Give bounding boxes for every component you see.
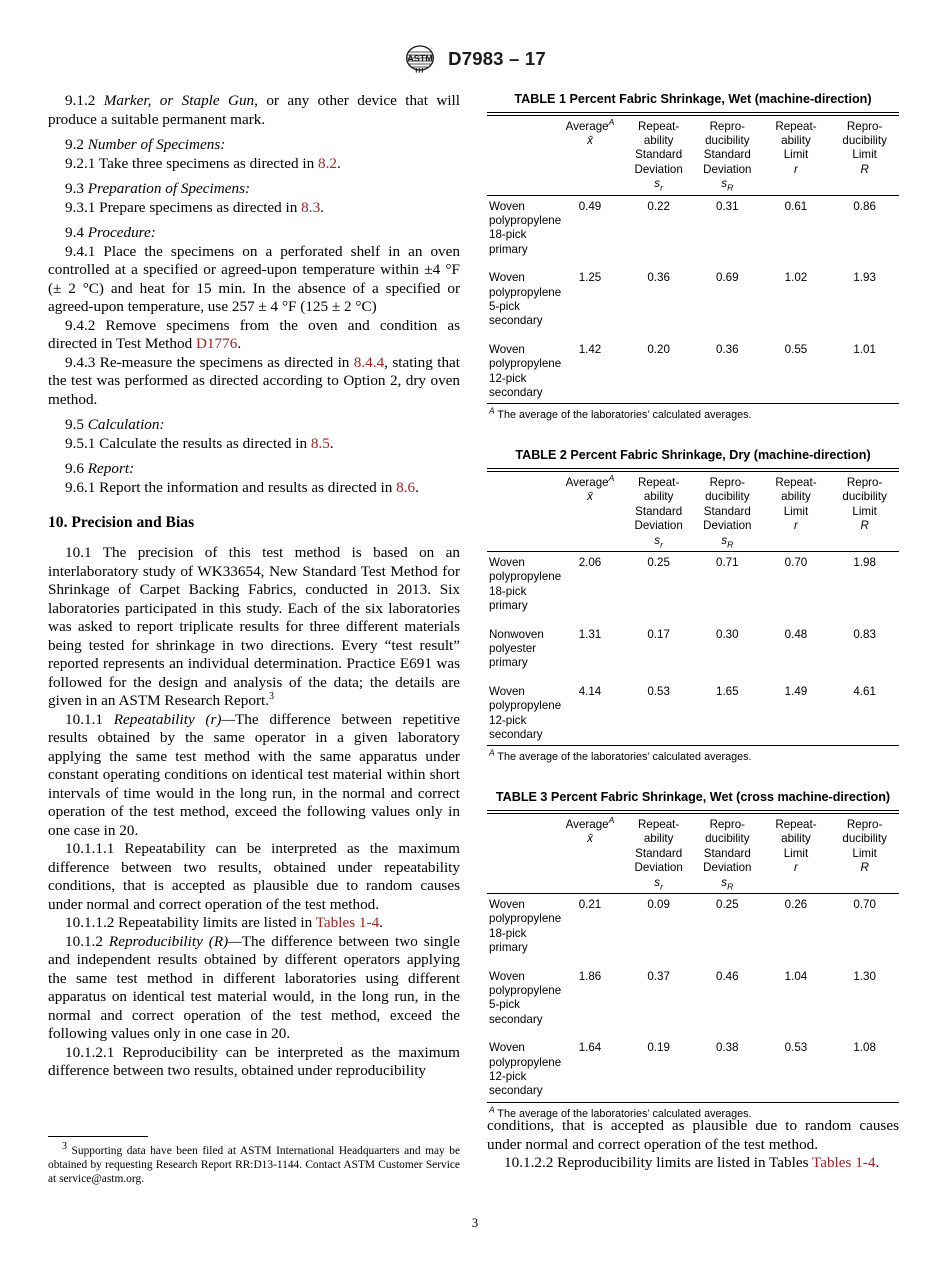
cell-value: 0.21 [578, 897, 602, 911]
cell-value: 0.61 [784, 199, 808, 213]
footnote-3 [48, 1141, 460, 1187]
cell-material [487, 195, 562, 257]
link-d1776[interactable]: D1776 [195, 335, 238, 352]
footnote-divider [48, 1136, 148, 1137]
cell-value: 1.42 [578, 342, 602, 356]
paragraph-9-3-1 [48, 199, 460, 218]
clause-body-end: . [329, 434, 334, 452]
table-header-row [487, 115, 899, 192]
table-2-body [487, 551, 899, 742]
header-reproducibility-sd: Repro- ducibility Standard Deviation $s_R$ [703, 119, 752, 193]
clause-title: Repeatability (r)— [113, 710, 235, 728]
cell-value: 0.30 [716, 627, 739, 641]
material-line: Woven [489, 342, 525, 356]
paragraph-10-1-2-1 [48, 1044, 460, 1081]
row-spacer [487, 1027, 899, 1037]
cell-value: 1.98 [853, 555, 876, 569]
link-8-5[interactable]: 8.5 [310, 434, 330, 452]
clause-body: Prepare specimens as directed in [95, 198, 302, 216]
clause-number: 9.4.1 [65, 242, 96, 260]
clause-number: 10.1.1 [65, 710, 103, 728]
table-row [487, 267, 899, 329]
link-8-2[interactable]: 8.2 [317, 154, 337, 172]
cell-value: 0.25 [716, 897, 739, 911]
cell-value: 0.26 [784, 897, 808, 911]
clause-number: 9.2 [65, 136, 84, 153]
header-reproducibility-sd: Repro- ducibility Standard Deviation $s_R$ [703, 475, 752, 549]
cell-value: 0.49 [578, 199, 602, 213]
cell-value: 0.46 [716, 969, 739, 983]
heading-9-5 [48, 416, 460, 435]
paragraph-10-1-2-2 [487, 1154, 899, 1173]
clause-body: The precision of this test method is based on an interlaboratory study of WK33654, New Standard Test Method for Shrinkage of Carpet Backing Fabrics, conducted in 2013. Six laboratories participated in this study. Each of the six laboratories was asked to report triplicate results for three different materials being tested for shrinkage in two directions. Every “test result” reported represents an individual determination. Practice E691 was followed for the design and analysis of the data; the details are given in an ASTM Research Report. [48, 544, 460, 709]
cell-value: 0.19 [647, 1041, 670, 1055]
material-line: polypropylene [489, 570, 562, 584]
cell-material [487, 966, 562, 1028]
clause-body: Re-measure the specimens as directed in [95, 353, 354, 371]
table-row [487, 339, 899, 401]
material-line: 12-pick [489, 1070, 527, 1083]
cell-value: 0.36 [716, 342, 739, 356]
table-row [487, 624, 899, 671]
cell-value: 1.64 [578, 1041, 602, 1055]
page-number: 3 [471, 1216, 479, 1230]
clause-number: 9.5.1 [65, 434, 96, 452]
material-line: polypropylene [489, 699, 562, 713]
paragraph-9-6-1 [48, 479, 460, 498]
material-line: polypropylene [489, 983, 562, 997]
header-reproducibility-limit: Repro- ducibility Limit R [842, 119, 887, 176]
table-2-note: $^A$ The average of the laboratories’ calculated averages. [489, 747, 752, 764]
header-reproducibility-limit: Repro- ducibility Limit R [842, 817, 887, 875]
cell-value: 1.02 [784, 271, 808, 285]
table-1-title: TABLE 1 Percent Fabric Shrinkage, Wet (machine-direction) [514, 92, 872, 106]
page-header [0, 44, 950, 74]
table-2-block [487, 448, 899, 764]
cell-value: 0.17 [647, 627, 670, 641]
table-3 [487, 810, 899, 1103]
clause-body: Take three specimens as directed in [95, 154, 318, 172]
svg-text:ASTM: ASTM [407, 53, 433, 64]
cell-value: 4.61 [853, 684, 876, 698]
header-repeatability-limit: Repeat- ability Limit r [775, 475, 817, 533]
cell-value: 0.22 [647, 199, 670, 213]
clause-number: 10.1.2 [65, 932, 103, 950]
cell-material [487, 339, 562, 401]
clause-number: 10.1.2.2 [504, 1154, 554, 1171]
cell-value: 1.08 [853, 1041, 876, 1055]
link-tables-1-4[interactable]: Tables 1-4 [812, 1154, 876, 1171]
cell-value: 0.31 [716, 199, 739, 213]
cell-value: 1.86 [578, 969, 602, 983]
material-line: polypropylene [489, 357, 562, 371]
header-average: Average$^A$ x̄ [565, 116, 615, 147]
header-repeatability-limit: Repeat- ability Limit r [775, 119, 817, 176]
cell-value: 1.31 [578, 627, 602, 641]
clause-number: 9.6 [65, 460, 84, 477]
material-line: 5-pick [489, 299, 520, 313]
material-line: polypropylene [489, 1055, 562, 1069]
material-line: Woven [489, 969, 525, 983]
table-header-row [487, 813, 899, 890]
table-1-body [487, 195, 899, 400]
paragraph-10-1-1 [48, 711, 460, 841]
header-average: Average$^A$ x̄ [565, 473, 615, 504]
table-row [487, 551, 899, 613]
material-line: 12-pick [489, 371, 527, 385]
header-reproducibility-sd: Repro- ducibility Standard Deviation $s_R$ [703, 817, 752, 891]
cell-value: 0.25 [647, 555, 670, 569]
paragraph-continuation [487, 1117, 899, 1154]
cell-material [487, 893, 562, 955]
paragraph-9-4-3 [48, 354, 460, 410]
header-repeatability-limit: Repeat- ability Limit r [775, 817, 817, 875]
clause-number: 10.1.1.1 [65, 840, 115, 857]
material-line: 18-pick primary [489, 584, 528, 613]
cell-value: 1.04 [784, 969, 808, 983]
paragraph-9-5-1 [48, 435, 460, 454]
clause-body: Remove specimens from the oven and condition as directed in Test Method [48, 316, 460, 352]
clause-number: 9.4 [65, 224, 84, 241]
clause-title: Marker, or Staple Gun, [103, 92, 258, 109]
right-table-column [487, 92, 899, 1121]
row-spacer [487, 956, 899, 966]
cell-value: 1.01 [853, 342, 876, 356]
link-tables-1-4[interactable]: Tables 1-4 [315, 914, 380, 931]
cell-value: 1.49 [784, 684, 808, 698]
clause-body: Repeatability limits are listed in [114, 914, 316, 931]
cell-value: 0.36 [647, 271, 670, 285]
table-1-note: $^A$ The average of the laboratories’ calculated averages. [489, 405, 752, 422]
row-spacer [487, 614, 899, 624]
clause-body: The difference between two single and independent results obtained by different operators applying the same test method in different laboratories using different apparatus on identical test material would, in the long run, in the normal and correct operation of the test method, exceed the following values only in one case in 20. [48, 932, 461, 1042]
cell-value: 0.48 [784, 627, 808, 641]
clause-number: 9.3.1 [65, 198, 96, 216]
astm-logo [404, 44, 438, 74]
table-row [487, 681, 899, 743]
material-line: secondary [489, 1084, 543, 1098]
cell-value: 1.25 [578, 271, 602, 285]
heading-9-4 [48, 224, 460, 243]
cell-material [487, 681, 562, 743]
document-id: D7983 – 17 [448, 48, 546, 69]
material-line: Nonwoven [489, 627, 544, 641]
link-8-6[interactable]: 8.6 [396, 478, 416, 496]
table-3-body [487, 893, 899, 1098]
cell-value: 0.83 [853, 627, 876, 641]
clause-number: 10.1.1.2 [65, 914, 115, 931]
footnote-reference[interactable]: 3 [269, 690, 275, 702]
cell-value: 0.38 [716, 1041, 739, 1055]
cell-value: 1.65 [716, 684, 739, 698]
clause-number: 9.4.2 [65, 316, 96, 334]
clause-number: 10.1.2.1 [65, 1043, 115, 1061]
heading-9-6 [48, 460, 460, 479]
cell-value: 2.06 [578, 555, 602, 569]
clause-body: Reproducibility limits are listed in Tables [553, 1154, 812, 1171]
material-line: polypropylene [489, 912, 562, 926]
table-2-title: TABLE 2 Percent Fabric Shrinkage, Dry (machine-direction) [515, 448, 871, 463]
material-line: polypropylene [489, 213, 562, 227]
table-3-note: $^A$ The average of the laboratories’ calculated averages. [489, 1104, 752, 1120]
clause-body-end: . [379, 914, 383, 931]
header-repeatability-sd: Repeat- ability Standard Deviation $s_r$ [634, 817, 683, 891]
right-text-continuation [487, 1117, 899, 1173]
footnote-marker: 3 [62, 1141, 67, 1153]
material-line: Woven [489, 684, 525, 698]
paragraph-9-4-2 [48, 317, 460, 354]
table-row [487, 195, 899, 257]
clause-body-end: . [875, 1154, 880, 1171]
material-line: polyester [489, 641, 537, 655]
cell-value: 1.30 [853, 969, 876, 983]
section-heading-10: 10. Precision and Bias [48, 514, 195, 531]
cell-material [487, 1037, 562, 1099]
row-spacer [487, 329, 899, 339]
table-3-block [487, 790, 899, 1120]
table-row [487, 1037, 899, 1099]
material-line: 18-pick primary [489, 228, 528, 256]
cell-value: 1.93 [853, 271, 876, 285]
paragraph-10-1 [48, 544, 460, 711]
clause-body: The difference between repetitive results obtained by the same operator in a given laboratory applying the same test method with the same apparatus under constant operating conditions on identical test material within short intervals of time would in the long run, in the normal and correct operation of the test method, exceed the following values only in one case in 20. [48, 710, 461, 839]
material-line: 18-pick primary [489, 926, 528, 955]
cell-value: 0.55 [784, 342, 808, 356]
clause-body: or any other device that will produce a suitable permanent mark. [48, 92, 461, 128]
material-line: 5-pick [489, 998, 520, 1012]
header-material [487, 813, 556, 890]
paragraph-10-1-1-1 [48, 840, 460, 914]
material-line: secondary [489, 314, 543, 328]
material-line: 12-pick [489, 713, 527, 727]
link-8-3[interactable]: 8.3 [301, 198, 321, 216]
clause-body: Report the information and results as directed in [95, 478, 397, 496]
material-line: secondary [489, 386, 543, 399]
cell-material [487, 624, 556, 671]
clause-body: Place the specimens on a perforated shelf in an oven controlled at a specified or agreed-upon temperature within ±4 °F (± 2 °C) and heat for 15 min. In the absence of a specified or agreed-upon temperature, use 257 ± 4 °F (125 ± 2 °C) [48, 242, 460, 315]
paragraph-10-1-2 [48, 933, 460, 1044]
table-3-title: TABLE 3 Percent Fabric Shrinkage, Wet (cross machine-direction) [495, 790, 891, 805]
cell-value: 0.70 [853, 897, 876, 911]
cell-value: 0.09 [647, 897, 670, 911]
cell-value: 0.70 [784, 555, 808, 569]
footnote-block [48, 1136, 460, 1187]
table-row [487, 966, 899, 1028]
material-line: primary [489, 656, 528, 670]
cell-value: 0.53 [784, 1041, 808, 1055]
header-material [487, 115, 556, 192]
clause-body: Repeatability can be interpreted as the maximum difference between two results, obtained under repeatability conditions, that is accepted as plausible due to random causes under normal and correct operation of the test method. [48, 840, 460, 913]
material-line: Woven [489, 897, 525, 911]
header-repeatability-sd: Repeat- ability Standard Deviation $s_r$ [634, 475, 683, 549]
cell-material [487, 551, 562, 613]
cell-value: 0.69 [716, 271, 739, 285]
material-line: Woven [489, 1041, 525, 1055]
table-row [487, 893, 899, 955]
clause-body-end: . [237, 335, 242, 352]
table-header-row [487, 471, 899, 548]
row-spacer [487, 257, 899, 267]
clause-number: 9.1.2 [65, 92, 96, 109]
heading-9-2 [48, 136, 460, 155]
clause-body-end: . [320, 198, 324, 216]
clause-title: Reproducibility (R)— [108, 932, 242, 950]
cell-value: 0.71 [716, 555, 739, 569]
clause-title: Calculation: [87, 416, 165, 433]
cell-value: 4.14 [578, 684, 602, 698]
clause-number: 9.6.1 [65, 478, 96, 496]
header-repeatability-sd: Repeat- ability Standard Deviation $s_r$ [634, 119, 683, 193]
clause-body: Reproducibility can be interpreted as the maximum difference between two results, obtained under reproducibility [48, 1043, 460, 1079]
material-line: secondary [489, 1012, 543, 1026]
clause-number: 9.2.1 [65, 154, 96, 172]
cell-value: 0.20 [647, 342, 670, 356]
clause-title: Procedure: [87, 224, 156, 241]
heading-9-3 [48, 180, 460, 199]
clause-body: Calculate the results as directed in [95, 434, 311, 452]
cell-value: 0.86 [853, 199, 876, 213]
table-2 [487, 468, 899, 747]
clause-body-end: . [415, 478, 419, 496]
clause-title: Report: [87, 460, 135, 477]
material-line: Woven [489, 199, 525, 213]
material-line: Woven [489, 271, 525, 285]
cell-value: 0.37 [647, 969, 670, 983]
clause-body: conditions, that is accepted as plausible due to random causes under normal and correct operation of the test method. [487, 1117, 899, 1153]
clause-number: 9.3 [65, 180, 84, 197]
clause-number: 10.1 [65, 544, 92, 561]
left-text-column [48, 92, 460, 1081]
material-line: Woven [489, 555, 525, 569]
header-material [487, 471, 556, 548]
paragraph-9-4-1 [48, 243, 460, 317]
clause-number: 9.4.3 [65, 353, 96, 371]
paragraph-10-1-1-2 [48, 914, 460, 933]
paragraph-9-2-1 [48, 155, 460, 174]
row-spacer [487, 671, 899, 681]
cell-material [487, 267, 562, 329]
clause-body-end: . [336, 154, 341, 172]
clause-number: 9.5 [65, 416, 84, 433]
clause-title: Number of Specimens: [87, 136, 226, 153]
header-average: Average$^A$ x̄ [565, 815, 615, 846]
paragraph-9-1-2 [48, 92, 460, 129]
cell-value: 0.53 [647, 684, 670, 698]
material-line: secondary [489, 728, 543, 741]
footnote-text: Supporting data have been filed at ASTM International Headquarters and may be obtained by requesting Research Report RR:D13-1144. Contact ASTM Customer Service at service@astm.org. [48, 1145, 460, 1186]
clause-title: Preparation of Specimens: [87, 180, 251, 197]
table-1-block [487, 92, 899, 422]
clause-body-end: , stating that the test was performed as directed according to Option 2, dry oven method. [48, 353, 460, 408]
link-8-4-4[interactable]: 8.4.4 [353, 353, 385, 371]
material-line: polypropylene [489, 285, 562, 299]
header-reproducibility-limit: Repro- ducibility Limit R [842, 475, 887, 533]
table-1 [487, 112, 899, 405]
